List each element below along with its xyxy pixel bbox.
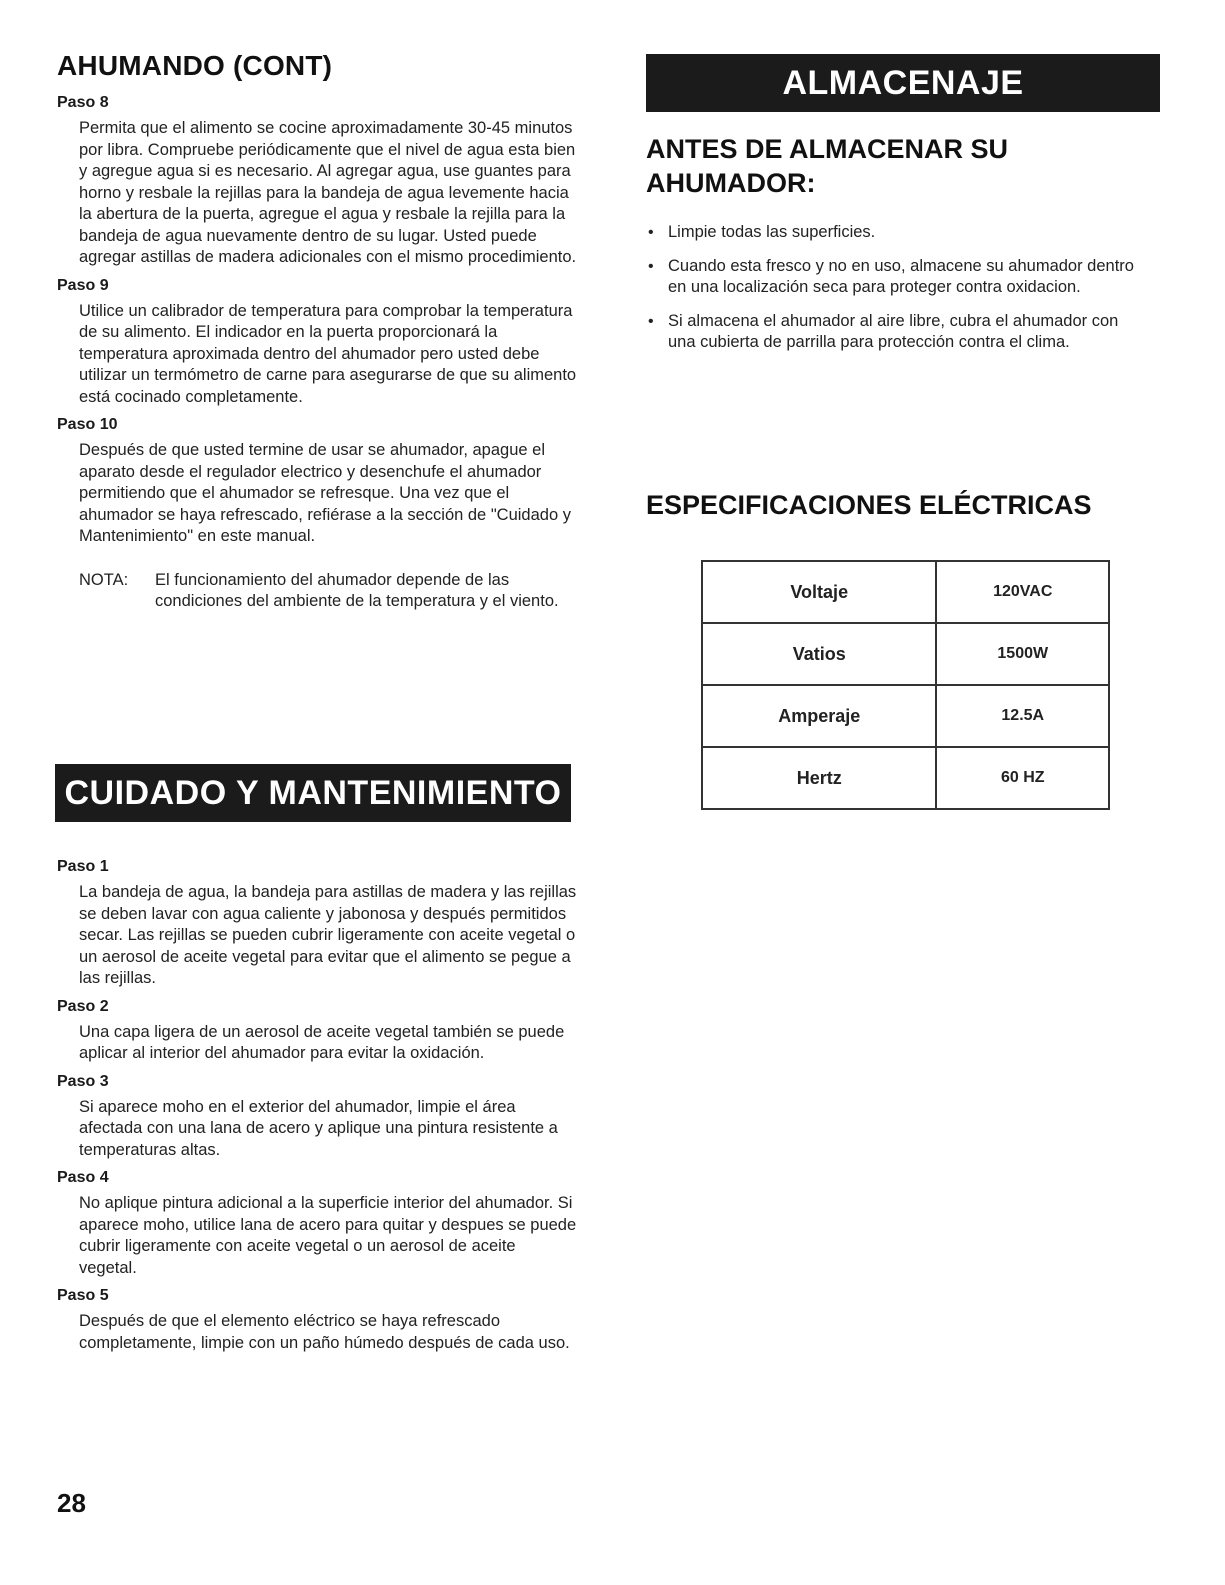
step-block-2 xyxy=(57,998,577,1065)
table-row xyxy=(702,685,1109,747)
table-row xyxy=(702,747,1109,809)
note-label: NOTA: xyxy=(79,570,129,589)
step-label: Paso 1 xyxy=(57,858,109,875)
list-item: • Si almacena el ahumador al aire libre, cubra el ahumador con una cubierta de parrilla para protección contra el clima. xyxy=(648,311,1119,351)
note-text: El funcionamiento del ahumador depende de las condiciones del ambiente de la temperatura y el viento. xyxy=(155,570,559,610)
banner-storage: ALMACENAJE xyxy=(646,54,1160,112)
step-label: Paso 2 xyxy=(57,997,109,1015)
spec-name: Amperaje xyxy=(702,685,936,747)
step-label: Paso 3 xyxy=(57,1072,109,1090)
step-block-10 xyxy=(57,416,577,548)
bullet-icon: • xyxy=(648,257,654,275)
step-label: Paso 9 xyxy=(57,276,109,294)
spec-value: 12.5A xyxy=(936,685,1109,747)
step-block-5 xyxy=(57,1287,577,1354)
step-block-3 xyxy=(57,1073,577,1162)
spec-value: 120VAC xyxy=(936,561,1109,623)
note xyxy=(79,570,577,613)
bullet-icon: • xyxy=(648,224,654,241)
spec-value: 1500W xyxy=(936,623,1109,685)
step-text: Una capa ligera de un aerosol de aceite vegetal también se puede aplicar al interior del ahumador para evitar la oxidación. xyxy=(79,1022,565,1062)
step-label: Paso 10 xyxy=(57,416,118,433)
step-text: Permita que el alimento se cocine aproximadamente 30-45 minutos por libra. Compruebe periódicamente que el nivel de agua esta bien y agregue agua si es necesario. Al agregar agua, use guantes para horno y resbale la rejillas para la bandeja de agua levemente hacia la abertura de la puerta, agregue el agua y resbale la rejilla para la bandeja de agua nuevamente dentro de su lugar. Usted puede agregar astillas de madera adicionales con el mismo procedimiento. xyxy=(79,119,577,266)
spec-name: Hertz xyxy=(702,747,936,809)
step-text: Después de que usted termine de usar se ahumador, apague el aparato desde el regulador electrico y desenchufe el ahumador permitiendo que el ahumador se refresque. Una vez que el ahumador se haya refrescado, refiérase a la sección de "Cuidado y Mantenimiento" en este manual. xyxy=(79,441,571,545)
step-text: Después de que el elemento eléctrico se haya refrescado completamente, limpie con un paño húmedo después de cada uso. xyxy=(79,1312,570,1352)
spec-name: Vatios xyxy=(702,623,936,685)
step-label: Paso 5 xyxy=(57,1287,109,1304)
spec-value: 60 HZ xyxy=(936,747,1109,809)
step-block-9 xyxy=(57,277,577,409)
step-block-4 xyxy=(57,1169,577,1279)
step-text: Utilice un calibrador de temperatura para comprobar la temperatura de su alimento. El indicador en la puerta proporcionará la temperatura aproximada dentro del ahumador pero usted debe utilizar un termómetro de carne para asegurarse de que su alimento está cocinado completamente. xyxy=(79,301,577,406)
step-text: No aplique pintura adicional a la superficie interior del ahumador. Si aparece moho, utilice lana de acero para quitar y despues se puede cubrir ligeramente con aceite vegetal o un aerosol de aceite vegetal. xyxy=(79,1194,577,1277)
storage-list xyxy=(646,222,1146,354)
step-text: La bandeja de agua, la bandeja para astillas de madera y las rejillas se deben lavar con agua caliente y jabonosa y después permitidos secar. Las rejillas se pueden cubrir ligeramente con aceite vegetal o un aerosol de aceite vegetal para evitar que el alimento se pegue a las rejillas. xyxy=(79,883,577,987)
step-text: Si aparece moho en el exterior del ahumador, limpie el área afectada con una lana de acero y aplique una pintura resistente a temperaturas altas. xyxy=(79,1097,558,1159)
step-label: Paso 8 xyxy=(57,94,109,111)
care-steps xyxy=(57,858,577,1354)
step-label: Paso 4 xyxy=(57,1169,109,1186)
right-column xyxy=(646,54,1160,788)
electrical-specs-table xyxy=(701,560,1110,810)
list-item: • Cuando esta fresco y no en uso, almacene su ahumador dentro en una localización seca para proteger contra oxidacion. xyxy=(648,256,1134,296)
spec-name: Voltaje xyxy=(702,561,936,623)
list-item: • Limpie todas las superficies. xyxy=(646,222,1146,244)
storage-heading: ANTES DE ALMACENAR SU AHUMADOR: xyxy=(646,134,1009,198)
section-heading-smoking: AHUMANDO (CONT) xyxy=(57,50,333,81)
table-row xyxy=(702,623,1109,685)
electrical-specs-heading: ESPECIFICACIONES ELÉCTRICAS xyxy=(646,490,1092,520)
step-block-1 xyxy=(57,858,577,990)
left-column xyxy=(57,50,577,1352)
page-number: 28 xyxy=(57,1488,86,1518)
table-row xyxy=(702,561,1109,623)
banner-care-maintenance: CUIDADO Y MANTENIMIENTO xyxy=(55,764,571,822)
step-block-8 xyxy=(57,94,577,269)
bullet-icon: • xyxy=(648,312,654,330)
